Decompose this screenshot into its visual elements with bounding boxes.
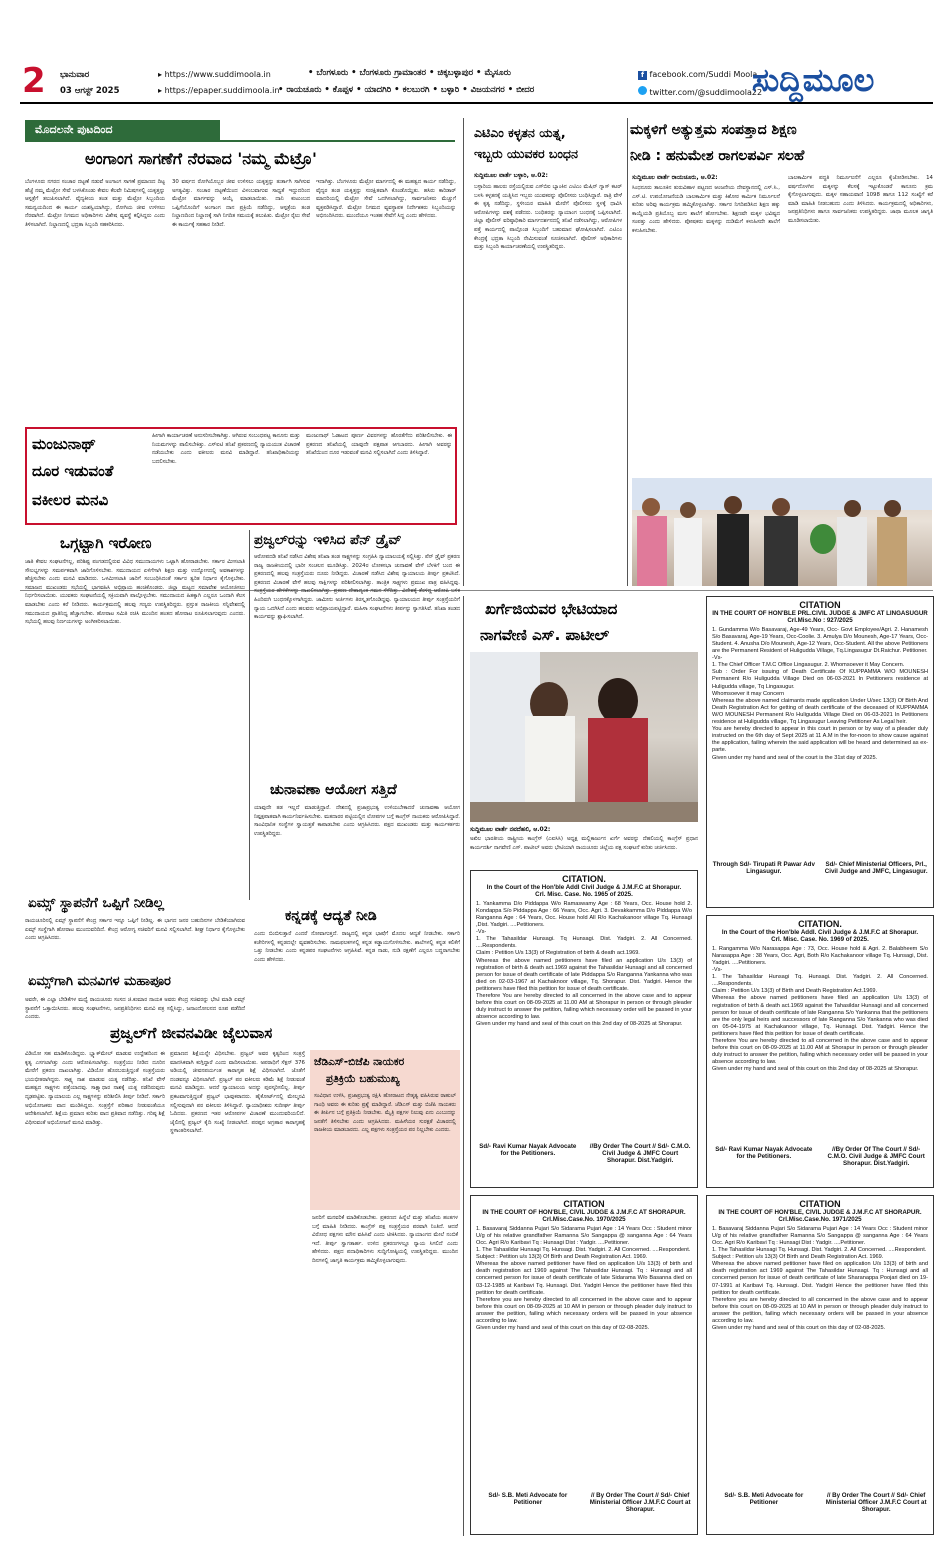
column-divider [463, 118, 464, 586]
citation-sign-right: // By Order The Court // Sd/- Chief Ministerial Officer J.M.F.C Court at Shorapur. [589, 1491, 691, 1514]
kannada-body: ಎಂದು ಬಿಂಬಿಸುತ್ತಾರೆ ಎಂದರೆ ನೋವಾಗುತ್ತದೆ. ರಾಜ್ಯದಲ್ಲಿ ಕನ್ನಡ ಭಾಷೆಗೆ ಮೊದಲ ಆದ್ಯತೆ ನೀಡಬೇಕು. ಸರ್ಕಾರಿ ಕಚೇರಿಗಳಲ್ಲಿ ಕನ್ನಡದಲ್ಲೇ ವ್ಯವಹರಿಸಬೇಕು. ನಾಮಫಲಕಗಳಲ್ಲಿ ಕನ್ನಡ ಕಡ್ಡಾಯಗೊಳಿಸಬೇಕು. ಶಾಲೆಗಳಲ್ಲಿ ಕನ್ನಡ ಕಲಿಕೆಗೆ ಒತ್ತು ನೀಡಬೇಕು ಎಂದು ಕನ್ನಡಪರ ಸಂಘಟನೆಗಳು ಆಗ್ರಹಿಸಿವೆ. ಕನ್ನಡ ನಾಡು, ನುಡಿ ರಕ್ಷಣೆಗೆ ಎಲ್ಲರೂ ಬದ್ಧರಾಗಬೇಕು ಎಂದು ಹೇಳಿದರು. [254, 931, 460, 963]
manjunath-headline-1: ಮಂಜುನಾಥ್ [32, 435, 96, 453]
website-link-row [158, 70, 271, 79]
citation-title: CITATION [563, 1199, 605, 1209]
jds-headline-1: ಜೆಡಿಎಸ್-ಬಿಜೆಪಿ ನಾಯಕರ [314, 1056, 405, 1068]
education-event-photo [632, 478, 932, 586]
twitter-link[interactable]: twitter.com/@suddimoola22 [649, 88, 763, 97]
atm-byline: ಸುದ್ದಿಮೂಲ ವಾರ್ತೆ ಬಳ್ಳಾರಿ, ಆ.02: [474, 172, 548, 179]
citation-sign-left: Sd/- Ravi Kumar Nayak Advocate for the Petitioners. [715, 1145, 813, 1161]
manjunath-headline-2: ದೂರ ಇಡುವಂತೆ [32, 462, 114, 480]
ottaggi-headline: ಒಗ್ಗಟ್ಟಾಗಿ ಇರೋಣ [60, 534, 152, 552]
education-column-1: ಸಿಂಧನೂರು ತಾಲೂಕಿನ ತುರುವಿಹಾಳ ಪಟ್ಟಣದ ಆಂಜನೇಯ ದೇವಸ್ಥಾನದಲ್ಲಿ ಎಸ್.ಸಿ., ಎಸ್.ಟಿ. ಉಪಯೋಜನೆಯಡಿ ಬಾಲಕಾರ್ಮಿಕ ಮತ್ತು ಕಿಶೋರ ಕಾರ್ಮಿಕ ನಿರ್ಮೂಲನೆ ಕುರಿತು ಅರಿವು ಕಾರ್ಯಕ್ರಮ ಹಮ್ಮಿಕೊಳ್ಳಲಾಗಿತ್ತು. ಸರ್ಕಾರ ನಿಗದಿಪಡಿಸಿದ ಶಿಕ್ಷಣ ಹಕ್ಕು ಕಾಯ್ದೆಯಡಿ ಪ್ರತಿಯೊಬ್ಬ ಮಗು ಶಾಲೆಗೆ ಹೋಗಬೇಕು. ಶಿಕ್ಷಣವೇ ಮಕ್ಕಳ ಭವಿಷ್ಯದ ಸಂಪತ್ತು ಎಂದು ಹೇಳಿದರು. ಪೋಷಕರು ಮಕ್ಕಳನ್ನು ದುಡಿಮೆಗೆ ಕಳುಹಿಸದೇ ಶಾಲೆಗೆ ಕಳುಹಿಸಬೇಕು. [632, 185, 780, 234]
citation-sign-right: //By Order The Court // Sd/- C.M.O. Civil Judge & JMFC Court Shorapur. Dist.Yadgiri. [589, 1142, 691, 1165]
citation-case-number: Crl.Misc.Case.No. 1971/2025 [778, 1216, 862, 1224]
epaper-link[interactable]: https://epaper.suddimoola.in [164, 86, 280, 95]
city-label: ಮೈಸೂರು [484, 68, 511, 78]
citation-title: CITATION [799, 1199, 841, 1209]
citation-title: CITATION. [562, 874, 606, 884]
prajwal-column-2: ಪ್ರಮಾಣದ ಶಿಕ್ಷೆಯನ್ನೇ ವಿಧಿಸಬೇಕು. ಪ್ರಜ್ವಲ್ ಅವರ ಕೃತ್ಯದಿಂದ ಸಂತ್ರಸ್ತೆ ಮಾನಸಿಕವಾಗಿ ಕುಗ್ಗಿದ್ದಾರೆ ಎಂದು ವಾದಿಸಲಾಯಿತು. ಅಪರಾಧಿಗೆ ಸೆಕ್ಷನ್ 376 ಅಡಿಯಲ್ಲಿ ಜೀವನಪರ್ಯಂತ ಕಾರಾಗೃಹ ಶಿಕ್ಷೆ ವಿಧಿಸಲಾಗಿದೆ. ಜೊತೆಗೆ ದಂಡವನ್ನೂ ವಿಧಿಸಲಾಗಿದೆ. ಪ್ರಜ್ವಲ್ ಪರ ವಕೀಲರು ಕಡಿಮೆ ಶಿಕ್ಷೆ ನೀಡುವಂತೆ ಮನವಿ ಮಾಡಿದ್ದರು. ಆದರೆ ನ್ಯಾಯಾಲಯ ಅದನ್ನು ಪುರಸ್ಕರಿಸಲಿಲ್ಲ. ತೀರ್ಪು ಪ್ರಕಟವಾಗುತ್ತಿದ್ದಂತೆ ಪ್ರಜ್ವಲ್ ಭಾವುಕರಾದರು. ಹೈಕೋರ್ಟ್‌ನಲ್ಲಿ ಮೇಲ್ಮನವಿ ಸಲ್ಲಿಸುವುದಾಗಿ ಪರ ವಕೀಲರು ತಿಳಿಸಿದ್ದಾರೆ. ನ್ಯಾಯಾಧೀಶರು ಸುದೀರ್ಘ ತೀರ್ಪು ಓದಿದರು. ಪ್ರಕರಣದ ಇತರ ಆರೋಪಗಳ ವಿಚಾರಣೆ ಮುಂದುವರಿಯಲಿದೆ. ಜೈಲಿನಲ್ಲಿ ಪ್ರಜ್ವಲ್ ಕೈದಿ ಸಂಖ್ಯೆ ನೀಡಲಾಗಿದೆ. ಪರಪ್ಪನ ಅಗ್ರಹಾರ ಕಾರಾಗೃಹಕ್ಕೆ ಸ್ಥಳಾಂತರಿಸಲಾಗಿದೆ. [170, 1051, 305, 1135]
election-body: ಯಾವುದೇ ತಡ ಇಲ್ಲದೆ ಮಾಡುತ್ತಿದ್ದಾರೆ. ದೇಶದಲ್ಲಿ ಪ್ರಜಾಪ್ರಭುತ್ವ ಉಳಿಯಬೇಕಾದರೆ ಚುನಾವಣಾ ಆಯೋಗ ನಿಷ್ಪಕ್ಷಪಾತವಾಗಿ ಕಾರ್ಯನಿರ್ವಹಿಸಬೇಕು. ಮತದಾರರ ಪಟ್ಟಿಯಲ್ಲಿನ ಲೋಪಗಳ ಬಗ್ಗೆ ಕಾಂಗ್ರೆಸ್ ನಾಯಕರು ಆರೋಪಿಸಿದ್ದಾರೆ. ಸಾಂವಿಧಾನಿಕ ಸಂಸ್ಥೆಗಳ ಸ್ವಾಯತ್ತತೆ ಕಾಪಾಡಬೇಕು ಎಂದು ಆಗ್ರಹಿಸಿದರು. ಪಕ್ಷದ ಮುಖಂಡರು ಮತ್ತು ಕಾರ್ಯಕರ್ತರು ಉಪಸ್ಥಿತರಿದ್ದರು. [254, 805, 460, 837]
citation-court: In the Court of the Hon'ble Addl Civil Judge & J.M.F.C at Shorapur. [486, 884, 682, 891]
pendrive-body: ಆರೋಪದಡಿ ತನಿಖೆ ನಡೆಸಿದ ವಿಶೇಷ ತನಿಖಾ ತಂಡ ಸಾಕ್ಷ್ಯಗಳನ್ನು ಸಂಗ್ರಹಿಸಿ ನ್ಯಾಯಾಲಯಕ್ಕೆ ಸಲ್ಲಿಸಿತ್ತು. ಪೆನ್ ಡ್ರೈವ್ ಪ್ರಕರಣ ರಾಜ್ಯ ರಾಜಕೀಯದಲ್ಲಿ ಭಾರೀ ಸಂಚಲನ ಮೂಡಿಸಿತ್ತು. 2024ರ ಲೋಕಸಭಾ ಚುನಾವಣೆ ವೇಳೆ ಬೆಳಕಿಗೆ ಬಂದ ಈ ಪ್ರಕರಣದಲ್ಲಿ ಹಲವು ಸಂತ್ರಸ್ತೆಯರು ದೂರು ನೀಡಿದ್ದರು. ವಿಚಾರಣೆ ನಡೆಸಿದ ವಿಶೇಷ ನ್ಯಾಯಾಲಯ ತೀರ್ಪು ಪ್ರಕಟಿಸಿದೆ. ಪ್ರಕರಣದ ವಿಚಾರಣೆ ವೇಳೆ ಹಲವು ಸಾಕ್ಷಿಗಳನ್ನು ಪರಿಶೀಲಿಸಲಾಗಿತ್ತು. ತಾಂತ್ರಿಕ ಸಾಕ್ಷ್ಯಗಳು ಪ್ರಮುಖ ಪಾತ್ರ ವಹಿಸಿದ್ದವು. ಸಂತ್ರಸ್ತೆಯರ ಹೇಳಿಕೆಗಳನ್ನು ದಾಖಲಿಸಲಾಗಿತ್ತು. ಪ್ರಕರಣ ದೇಶಾದ್ಯಂತ ಗಮನ ಸೆಳೆದಿತ್ತು. ವಿದೇಶಕ್ಕೆ ತೆರಳಿದ್ದ ಆರೋಪಿ ಬಳಿಕ ಹಿಂದಿರುಗಿ ಬಂಧನಕ್ಕೊಳಗಾಗಿದ್ದರು. ಜಾಮೀನು ಅರ್ಜಿಗಳು ತಿರಸ್ಕೃತಗೊಂಡಿದ್ದವು. ನ್ಯಾಯಾಲಯದ ತೀರ್ಪು ಸಂತ್ರಸ್ತೆಯರಿಗೆ ನ್ಯಾಯ ಒದಗಿಸಿದೆ ಎಂದು ಹಲವರು ಅಭಿಪ್ರಾಯಪಟ್ಟಿದ್ದಾರೆ. ಮಹಿಳಾ ಸಂಘಟನೆಗಳು ತೀರ್ಪನ್ನು ಸ್ವಾಗತಿಸಿವೆ. ತನಿಖಾ ತಂಡದ ಕಾರ್ಯವನ್ನು ಶ್ಲಾಘಿಸಲಾಗಿದೆ. [254, 554, 460, 621]
cities-row-2: • ರಾಯಚೂರು • ಕೊಪ್ಪಳ • ಯಾದಗಿರಿ • ಕಲಬುರಗಿ • ಬಳ್ಳಾರಿ • ವಿಜಯನಗರ • ಬೀದರ [278, 85, 535, 95]
citation-court: IN THE COURT OF HON'BLE PRL.CIVIL JUDGE & JMFC AT LINGASUGUR [712, 610, 928, 617]
kharge-headline-2: ನಾಗವೇಣಿ ಎಸ್. ಪಾಟೀಲ್ [480, 626, 610, 644]
edition-date: 03 ಆಗಸ್ಟ್ 2025 [60, 86, 120, 96]
globe-icon: ▸ [158, 86, 165, 95]
manjunath-headline-3: ವಕೀಲರ ಮನವಿ [32, 491, 109, 509]
citation-notice [470, 870, 698, 1188]
citation-notice [706, 915, 934, 1188]
facebook-row [638, 70, 757, 80]
ems-body: ರಾಯಚೂರಿನಲ್ಲಿ ಏಮ್ಸ್ ಸ್ಥಾಪನೆಗೆ ಕೇಂದ್ರ ಸರ್ಕಾರ ಇನ್ನೂ ಒಪ್ಪಿಗೆ ನೀಡಿಲ್ಲ. ಈ ಭಾಗದ ಜನರ ಬಹುದಿನಗಳ ಬೇಡಿಕೆಯಾಗಿರುವ ಏಮ್ಸ್ ಸಂಸ್ಥೆಗಾಗಿ ಹೋರಾಟ ಮುಂದುವರಿದಿದೆ. ಕೇಂದ್ರ ಆರೋಗ್ಯ ಸಚಿವರಿಗೆ ಮನವಿ ಸಲ್ಲಿಸಲಾಗಿದೆ. ಶೀಘ್ರ ನಿರ್ಧಾರ ಕೈಗೊಳ್ಳಬೇಕು ಎಂದು ಆಗ್ರಹಿಸಿದರು. [25, 918, 245, 942]
facebook-icon: f [638, 71, 647, 80]
prajwal-column-1: ವಿಡಿಯೋ ಸಹ ಮಾಡಿಕೊಂಡಿದ್ದರು. ಬ್ಲ್ಯಾಕ್‌ಮೇಲ್ ಮಾಡುವ ಉದ್ದೇಶದಿಂದ ಈ ಕೃತ್ಯ ಎಸಗಲಾಗಿತ್ತು ಎಂದು ಆರೋಪಿಸಲಾಗಿತ್ತು. ಸಂತ್ರಸ್ತೆಯು ನೀಡಿದ ದೂರಿನ ಮೇರೆಗೆ ಪ್ರಕರಣ ದಾಖಲಾಗಿತ್ತು. ವಿಡಿಯೋ ಹೊರಬರುತ್ತಿದ್ದಂತೆ ಸಂತ್ರಸ್ತೆಯರು ಭಯಭೀತರಾಗಿದ್ದರು. ಸಾಕ್ಷ್ಯ ನಾಶ ಮಾಡುವ ಯತ್ನ ನಡೆದಿತ್ತು. ತನಿಖೆ ವೇಳೆ ಮಹತ್ವದ ಸಾಕ್ಷ್ಯಗಳು ಪತ್ತೆಯಾದವು. ಸಾಕ್ಷ್ಯಾಧಾರ ನಾಶಕ್ಕೆ ಯತ್ನ ನಡೆದಿರುವುದು ದೃಢಪಟ್ಟಿತು. ನ್ಯಾಯಾಲಯ ಎಲ್ಲ ಸಾಕ್ಷ್ಯಗಳನ್ನು ಪರಿಶೀಲಿಸಿ ತೀರ್ಪು ನೀಡಿದೆ. ಸರ್ಕಾರಿ ಅಭಿಯೋಜಕರು ವಾದ ಮಂಡಿಸಿದ್ದರು. ಸಂತ್ರಸ್ತೆಗೆ ಪರಿಹಾರ ನೀಡುವಂತೆಯೂ ಆದೇಶಿಸಲಾಗಿದೆ. ಶಿಕ್ಷೆಯ ಪ್ರಮಾಣ ಕುರಿತು ವಾದ ಪ್ರತಿವಾದ ನಡೆದಿತ್ತು. ಗರಿಷ್ಠ ಶಿಕ್ಷೆ ವಿಧಿಸುವಂತೆ ಅಭಿಯೋಜನೆ ಮನವಿ ಮಾಡಿತ್ತು. [25, 1051, 165, 1126]
kicker-underline [25, 140, 455, 142]
pendrive-headline: ಪ್ರಜ್ವಲ್‌ರನ್ನು ಇಳಿಸಿದ ಪೆನ್ ಡ್ರೈವ್ [254, 532, 402, 548]
citation-sign-right: // By Order The Court // Sd/- Chief Ministerial Officer J.M.F.C Court at Shorapur. [825, 1491, 927, 1514]
city-label: ಯಾದಗಿರಿ [364, 85, 392, 95]
education-column-2: ಬಾಲಕಾರ್ಮಿಕ ಪದ್ಧತಿ ನಿರ್ಮೂಲನೆಗೆ ಎಲ್ಲರೂ ಕೈಜೋಡಿಸಬೇಕು. 14 ವರ್ಷದೊಳಗಿನ ಮಕ್ಕಳನ್ನು ಕೆಲಸಕ್ಕೆ ಇಟ್ಟುಕೊಂಡರೆ ಕಾನೂನು ಕ್ರಮ ಕೈಗೊಳ್ಳಲಾಗುವುದು. ಮಕ್ಕಳ ಸಹಾಯವಾಣಿ 1098 ಹಾಗೂ 112 ಸಂಖ್ಯೆಗೆ ಕರೆ ಮಾಡಿ ಮಾಹಿತಿ ನೀಡಬಹುದು ಎಂದು ತಿಳಿಸಿದರು. ಕಾರ್ಯಕ್ರಮದಲ್ಲಿ ಅಧಿಕಾರಿಗಳು, ಜನಪ್ರತಿನಿಧಿಗಳು ಹಾಗೂ ಸಾರ್ವಜನಿಕರು ಉಪಸ್ಥಿತರಿದ್ದರು. ಜಾಥಾ ಮೂಲಕ ಜಾಗೃತಿ ಮೂಡಿಸಲಾಯಿತು. [788, 175, 933, 224]
atm-headline-2: ಇಬ್ಬರು ಯುವಕರ ಬಂಧನ [474, 146, 578, 161]
mahapur-headline: ಏಮ್ಸ್‌ಗಾಗಿ ಮನವಿಗಳ ಮಹಾಪೂರ [28, 974, 171, 989]
jds-column-2: ಜನರಿಗೆ ಮನವರಿಕೆ ಮಾಡಿಕೊಡಬೇಕು. ಪ್ರಕರಣದ ಹಿನ್ನೆಲೆ ಮತ್ತು ತನಿಖೆಯ ಹಂತಗಳ ಬಗ್ಗೆ ಮಾಹಿತಿ ನೀಡಿದರು. ಕಾಂಗ್ರೆಸ್ ಪಕ್ಷ ಸಂತ್ರಸ್ತೆಯರ ಪರವಾಗಿ ನಿಂತಿದೆ. ಆದರೆ ವಿರೋಧ ಪಕ್ಷಗಳು ಮೌನ ವಹಿಸಿವೆ ಎಂದು ಟೀಕಿಸಿದರು. ನ್ಯಾಯಾಂಗದ ಮೇಲೆ ನಂಬಿಕೆ ಇದೆ. ತೀರ್ಪು ಸ್ವಾಗತಾರ್ಹ. ಉಳಿದ ಪ್ರಕರಣಗಳಲ್ಲೂ ನ್ಯಾಯ ಸಿಗಲಿದೆ ಎಂದು ಹೇಳಿದರು. ಪಕ್ಷದ ಪದಾಧಿಕಾರಿಗಳು ಸುದ್ದಿಗೋಷ್ಠಿಯಲ್ಲಿ ಉಪಸ್ಥಿತರಿದ್ದರು. ಮುಂದಿನ ದಿನಗಳಲ್ಲಿ ಜಾಗೃತಿ ಕಾರ್ಯಕ್ರಮ ಹಮ್ಮಿಕೊಳ್ಳಲಾಗುವುದು. [312, 1215, 458, 1264]
column-divider [627, 118, 628, 586]
logo: ಸುದ್ದಿಮೂಲ [752, 61, 875, 99]
globe-icon: ▸ [158, 70, 165, 79]
election-headline: ಚುನಾವಣಾ ಆಯೋಗ ಸತ್ತಿದೆ [270, 782, 397, 798]
education-headline-2: ನೀಡಿ : ಹನುಮೇಶ ರಾಗಲಪರ್ವಿ ಸಲಹೆ [630, 148, 805, 164]
city-label: ರಾಯಚೂರು [286, 85, 322, 95]
facebook-link[interactable]: facebook.com/Suddi Moola [649, 70, 758, 79]
citation-body: 1. Basavaraj Siddanna Pujari S/o Sidarama Pujari Age : 14 Years Occ : Student minor U/g of his relative grandfather Ramanna S/o Sangappa @ sanganna Age : 64 Years Occ. Agri R/o Karibavi Tq : Hunsagi Dist : Yadgir. ....Petitioner. 1. The Tahasildar Hunsagi Tq. Hunsagi. Dist. Yadgiri. 2. All Concerned. ....Respondent. Subject : Petition u/s 13(3) Of Birth and Death Registration Act. 1969. Whereas the above named petitioner have filed on application U/s 13(3) of birth and death registration act 1969 against The Tahasildar Hunsagi. Tq : Hunsagi and all concerned person for issue of death certificate of late Sharanappa Poojari died on 19-07-1991 at Karibavi Tq. Hunsagi. Dist. Yadgiri Hence the petitioner have filed this petition for death certificate. Therefore you are hereby directed to all concerned in the above case and to appear before this court on 08-09-2025 at 10 AM in person or through pleader duly instruct to answer the petition, failing which necessary orders will be passed in your absence according to law. Given under my hand and seal of this court on this day of 02-08-2025. [712, 1225, 928, 1332]
citation-body: 1. Yankamma D/o Piddappa W/o Ramaswamy Age : 68 Years, Occ. House hold 2. Kondappa S/o Piddappa Age : 66 Years, Occ. Agri. 3. Devakkamma D/o Piddappa W/o Ranganna Age : 64 Years, Occ. House hold All R/o Kachakanoor village Tq. Hunsagi ,Dist. Yadgiri. ....Petitioners. -Vs- 1. The Tahasildar Hunsagi. Tq Hunsagi. Dist. Yadgiri. 2. All Concerned. ....Respondents. Claim : Petition U/s 13(3) of Registration of birth & death act.1969. Whereas the above named petitioners have filed an application U/s 13(3) of registration of birth & death act.1969 against the Tahasildar Hunsagi and all concerned person for issue of death certificate of late Piddappa S/o Ranganna Yankanna who was died on 02-03-1967 at Kachaknoor village, Tq. Shorapur. Dist. Yadgiri. Hence the petitioners have filed this petition for issue of death certificate. Therefore You are hereby directed to all concerned in the above case and to appear before this court on 08-09-2025 at 11.00 AM at Shorapur in person or through pleader duly instruct to answer the petition, failing which necessary order will be passed in your absence according to law. Given under my hand and seal of this court on this 2nd day of 08-2025 at Shorapur. [476, 900, 692, 1028]
citation-case-number: Crl. Misc. Case. No. 1969 of 2025. [771, 936, 869, 944]
citation-notice [706, 596, 934, 908]
metro-column-3: ಇದಾಗಿತ್ತು. ಬೆಂಗಳೂರು ಮೆಟ್ರೋ ಮಾರ್ಗದಲ್ಲಿ ಈ ಮಹತ್ವದ ಕಾರ್ಯ ನಡೆದಿದ್ದು, ವೈದ್ಯರ ತಂಡ ಯಕೃತ್ತನ್ನು ಸುರಕ್ಷಿತವಾಗಿ ಕೊಂಡೊಯ್ದಿತು. ಹಸಿರು ಕಾರಿಡಾರ್ ಮಾದರಿಯಲ್ಲಿ ಮೆಟ್ರೋ ಸೇವೆ ಒದಗಿಸಲಾಗಿದ್ದು, ಸಾರ್ವಜನಿಕರು ಮೆಚ್ಚುಗೆ ವ್ಯಕ್ತಪಡಿಸಿದ್ದಾರೆ. ಮೆಟ್ರೋ ನಿಗಮದ ವ್ಯವಸ್ಥಾಪಕ ನಿರ್ದೇಶಕರು ಸಿಬ್ಬಂದಿಯನ್ನು ಅಭಿನಂದಿಸಿದರು. ಮುಂದೆಯೂ ಇಂತಹ ಸೇವೆಗೆ ಸಿದ್ಧ ಎಂದು ಹೇಳಿದರು. [316, 179, 456, 220]
citation-case-number: Crl.Misc.Case.No. 1970/2025 [542, 1216, 626, 1224]
masthead [0, 0, 945, 108]
manjunath-column-1: ಹೀಗಾಗಿ ಕಾರ್ಯಾಚರಣೆ ಅನುಸರಿಸಬೇಕಾಗಿತ್ತು. ಆಗಿರುವ ಸಂಬಂಧಪಟ್ಟ ಕಾನೂನು ಮತ್ತು ನಿಯಮಗಳನ್ನು ಪಾಲಿಸಬೇಕಿತ್ತು. ಎಸ್‌ಐಟಿ ತನಿಖೆ ಪ್ರಕರಣದಲ್ಲಿ ನ್ಯಾಯಯುತ ವಿಚಾರಣೆ ನಡೆಯಬೇಕು ಎಂದು ವಕೀಲರು ಮನವಿ ಮಾಡಿದ್ದಾರೆ. ತನಿಖಾಧಿಕಾರಿಯನ್ನು ಬದಲಿಸಬೇಕು. [152, 433, 300, 465]
metro-column-2: 30 ವರ್ಷದ ರೋಗಿಯೊಬ್ಬರ ಜೀವ ಉಳಿಸಲು ಯಕೃತ್ತನ್ನು ತುರ್ತಾಗಿ ಸಾಗಿಸುವ ಅಗತ್ಯವಿತ್ತು. ಸಂಚಾರ ದಟ್ಟಣೆಯಿಂದ ವಿಳಂಬವಾಗುವ ಸಾಧ್ಯತೆ ಇದ್ದುದರಿಂದ ಮೆಟ್ರೋ ಮಾರ್ಗವನ್ನು ಆಯ್ಕೆ ಮಾಡಲಾಯಿತು. ದಾನಿ ಕುಟುಂಬದ ಒಪ್ಪಿಗೆಯೊಂದಿಗೆ ಅಂಗಾಂಗ ದಾನ ಪ್ರಕ್ರಿಯೆ ನಡೆದಿದ್ದು, ಆಸ್ಪತ್ರೆಯ ತಂಡ ನಿಲ್ದಾಣದಿಂದ ನಿಲ್ದಾಣಕ್ಕೆ ಸಾಗಿ ನಿಗದಿತ ಸಮಯಕ್ಕೆ ತಲುಪಿತು. ಮೆಟ್ರೋ ರೈಲು ಸೇವೆ ಈ ಕಾರ್ಯಕ್ಕೆ ಸಹಕಾರ ನೀಡಿದೆ. [172, 179, 310, 228]
mahapur-body: ಅವರೇ, ಈ ಎಲ್ಲಾ ಬೇಡಿಕೆಗಳ ಮಧ್ಯೆ ರಾಯಚೂರು ಸಂಸದ ಜಿ.ಕುಮಾರ ನಾಯಕ ಅವರು ಕೇಂದ್ರ ಸಚಿವರನ್ನು ಭೇಟಿ ಮಾಡಿ ಏಮ್ಸ್ ಸ್ಥಾಪನೆಗೆ ಒತ್ತಾಯಿಸಿದರು. ಹಲವು ಸಂಘಟನೆಗಳು, ಜನಪ್ರತಿನಿಧಿಗಳು ಮನವಿ ಪತ್ರ ಸಲ್ಲಿಸಿದ್ದು, ಜನಾಂದೋಲನದ ರೂಪ ಪಡೆದಿದೆ ಎಂದರು. [25, 997, 245, 1021]
citation-sign-left: Sd/- Ravi Kumar Nayak Advocate for the Petitioners. [479, 1142, 577, 1158]
kannada-headline: ಕನ್ನಡಕ್ಕೆ ಆದ್ಯತೆ ನೀಡಿ [285, 908, 377, 924]
education-byline: ಸುದ್ದಿಮೂಲ ವಾರ್ತೆ ರಾಯಚೂರು, ಆ.02: [632, 174, 718, 181]
citation-sign-left: Sd/- S.B. Meti Advocate for Petitioner [724, 1491, 804, 1507]
cities-row-1: • ಬೆಂಗಳೂರು • ಬೆಂಗಳೂರು ಗ್ರಾಮಾಂತರ • ಚಿಕ್ಕಬಳ್ಳಾಪುರ • ಮೈಸೂರು [308, 68, 511, 78]
city-label: ಬೆಂಗಳೂರು ಗ್ರಾಮಾಂತರ [359, 68, 427, 78]
citation-sign-left: Sd/- S.B. Meti Advocate for Petitioner [488, 1491, 568, 1507]
city-label: ಬೆಂಗಳೂರು [316, 68, 349, 78]
ems-headline: ಏಮ್ಸ್ ಸ್ಥಾಪನೆಗೆ ಒಪ್ಪಿಗೆ ನೀಡಿಲ್ಲ [28, 895, 165, 911]
city-label: ಬಳ್ಳಾರಿ [440, 85, 460, 95]
citation-court: IN THE COURT OF HON'BLE, CIVIL JUDGE & J.M.F.C AT SHORAPUR. [718, 1209, 922, 1216]
ottaggi-body: ಜಾತಿ ಕೇವಲ ಸಂಘಟನೆಗಲ್ಲ, ಪರಿಶಿಷ್ಟ ಪಂಗಡದಲ್ಲಿರುವ ವಿವಿಧ ಸಮುದಾಯಗಳು ಒಟ್ಟಾಗಿ ಹೋರಾಡಬೇಕು. ಸರ್ಕಾರ ಮೀಸಲಾತಿ ಸೌಲಭ್ಯಗಳನ್ನು ಸಮರ್ಪಕವಾಗಿ ಜಾರಿಗೊಳಿಸಬೇಕು. ಸಮುದಾಯದ ಏಳಿಗೆಗಾಗಿ ಶಿಕ್ಷಣ ಮತ್ತು ಉದ್ಯೋಗದಲ್ಲಿ ಅವಕಾಶಗಳನ್ನು ಹೆಚ್ಚಿಸಬೇಕು ಎಂದು ಮನವಿ ಮಾಡಿದರು. ಒಳಮೀಸಲಾತಿ ಜಾರಿಗೆ ಸಂಬಂಧಿಸಿದಂತೆ ಸರ್ಕಾರ ತ್ವರಿತ ನಿರ್ಧಾರ ಕೈಗೊಳ್ಳಬೇಕು. ಸಮಾಜದ ಮುಖಂಡರು ಸಭೆಯಲ್ಲಿ ಭಾಗವಹಿಸಿ ಅಭಿಪ್ರಾಯ ಹಂಚಿಕೊಂಡರು. ಜಿಲ್ಲಾ ಮಟ್ಟದ ಸಮಾವೇಶ ಆಯೋಜಿಸಲು ನಿರ್ಧರಿಸಲಾಯಿತು. ಯುವಕರು ಸಂಘಟನೆಯಲ್ಲಿ ಸಕ್ರಿಯವಾಗಿ ಪಾಲ್ಗೊಳ್ಳಬೇಕು. ಸಮುದಾಯದ ಹಿತಕ್ಕಾಗಿ ಎಲ್ಲರೂ ಒಂದಾಗಿ ಕೆಲಸ ಮಾಡಬೇಕು ಎಂದು ಕರೆ ನೀಡಿದರು. ಕಾರ್ಯಕ್ರಮದಲ್ಲಿ ಹಲವು ಗಣ್ಯರು ಉಪಸ್ಥಿತರಿದ್ದರು. ಪ್ರಸ್ತುತ ರಾಜಕೀಯ ಸನ್ನಿವೇಶದಲ್ಲಿ ಸಮುದಾಯದ ಪ್ರಾತಿನಿಧ್ಯ ಹೆಚ್ಚಾಗಬೇಕು. ಹೋರಾಟ ಸಮಿತಿ ರಚಿಸಿ ಮುಂದಿನ ಹಂತದ ಹೋರಾಟ ರೂಪಿಸಲಾಗುವುದು ಎಂದರು. ಸಭೆಯಲ್ಲಿ ಹಲವು ನಿರ್ಣಯಗಳನ್ನು ಅಂಗೀಕರಿಸಲಾಯಿತು. [25, 559, 245, 626]
prajwal-headline: ಪ್ರಜ್ವಲ್‌ಗೆ ಜೀವನವಿಡೀ ಜೈಲುವಾಸ [110, 1024, 273, 1042]
page-number: 2 [22, 61, 46, 101]
metro-headline: ಅಂಗಾಂಗ ಸಾಗಣೆಗೆ ನೆರವಾದ 'ನಮ್ಮ ಮೆಟ್ರೊ' [85, 149, 317, 168]
city-label: ಚಿಕ್ಕಬಳ್ಳಾಪುರ [437, 68, 474, 78]
kharge-byline: ಸುದ್ದಿಮೂಲ ವಾರ್ತೆ ನವದೆಹಲಿ, ಆ.02: [470, 826, 551, 833]
column-divider [249, 530, 250, 900]
twitter-icon [638, 86, 647, 95]
citation-body: 1. Basavaraj Siddanna Pujari S/o Sidarama Pujari Age : 14 Years Occ : Student minor U/g of his relative grandfather Ramanna S/o Sangappa @ sanganna Age : 64 Years Occ. Agri R/o Karibavi Tq : Hunsagi Dist : Yadgir. ....Petitioner. 1. The Tahasildar Hunsagi Tq. Hunsagi. Dist. Yadgiri. 2. All Concerned. ....Respondent. Subject : Petition u/s 13(3) Of Birth and Death Registration Act. 1969. Whereas the above named petitioner have filed on application U/s 13(3) of birth and death registration act 1969 against The Tahasildar Hunsagi. Tq : Hunsagi and all concerned person for issue of death certificate of late Sidarama W/o Basanna died on 03-12-1985 at Karibavi Tq. Hunsagi. Dist. Yadgiri Hence the petitioner have filed this petition for death certificate. Therefore you are hereby directed to all concerned in the above case and to appear before this court on 08-09-2025 at 10 AM in person or through pleader duly instruct to answer the petition, failing which necessary orders will be passed in your absence according to law. Given under my hand and seal of this court on this day of 02-08-2025. [476, 1225, 692, 1332]
citation-case-number: Crl. Misc. Case. No. 1965 of 2025. [535, 891, 633, 899]
citation-sign-right: Sd/- Chief Ministerial Officers, Prl., Civil Judge and JMFC, Lingasugur. [824, 860, 928, 876]
twitter-row [638, 86, 762, 97]
manjunath-column-2: ಮಂಜುನಾಥ್ ಓಡಾಟದ ಪೂರ್ಣ ವಿವರಗಳನ್ನು ಹೊರತೆಗೆದು ಪರಿಶೀಲಿಸಬೇಕು. ಈ ಪ್ರಕರಣದ ತನಿಖೆಯಲ್ಲಿ ಯಾವುದೇ ಪಕ್ಷಪಾತ ಆಗಬಾರದು. ಹೀಗಾಗಿ ಅವರನ್ನು ತನಿಖೆಯಿಂದ ದೂರ ಇಡುವಂತೆ ಮನವಿ ಸಲ್ಲಿಸಲಾಗಿದೆ ಎಂದು ತಿಳಿಸಿದ್ದಾರೆ. [306, 433, 452, 457]
citation-court: IN THE COURT OF HON'BLE, CIVIL JUDGE & J.M.F.C AT SHORAPUR. [482, 1209, 686, 1216]
jds-body: ಸಂವಿಧಾನ ಉಳಿಸಿ, ಪ್ರಜಾಪ್ರಭುತ್ವ ರಕ್ಷಿಸಿ ಹೋರಾಟದ ನೇತೃತ್ವ ವಹಿಸಿರುವ ರಾಹುಲ್ ಗಾಂಧಿ ಅವರು ಈ ಕುರಿತು ಪ್ರಶ್ನೆ ಮಾಡಿದ್ದಾರೆ. ಜೆಡಿಎಸ್ ಮತ್ತು ಬಿಜೆಪಿ ನಾಯಕರು ಈ ತೀರ್ಪಿನ ಬಗ್ಗೆ ಪ್ರತಿಕ್ರಿಯೆ ನೀಡಬೇಕು. ಮೈತ್ರಿ ಪಕ್ಷಗಳ ನಿಲುವು ಏನು ಎಂಬುದನ್ನು ಜನತೆಗೆ ತಿಳಿಸಬೇಕು ಎಂದು ಆಗ್ರಹಿಸಿದರು. ಮಹಿಳೆಯರ ಸುರಕ್ಷತೆ ವಿಚಾರದಲ್ಲಿ ರಾಜಕೀಯ ಮಾಡಬಾರದು. ಎಲ್ಲ ಪಕ್ಷಗಳು ಸಂತ್ರಸ್ತೆಯರ ಪರ ನಿಲ್ಲಬೇಕು ಎಂದರು. [314, 1093, 456, 1134]
city-label: ಕೊಪ್ಪಳ [332, 85, 354, 95]
citation-body: 1. Gundamma W/o Basavaraj, Age-49 Years, Occ- Govt Employee/Agri. 2. Hanamesh S/o Basavaraj, Age-19 Years, Occ-Coolie. 3. Amulya D/o Mounesh, Age-17 Years, Occ-Student. 4. Anusha D/o Mounesh, Age-12 Years, Occ-Student. All the above Petitioners are the Permanent Resident of Huligudda Village, Tq.Lingasugur Dt.Raichur. Petitioner. -Vs- 1. The Chief Officer T.M.C Office Lingasugur. 2. Whomsoever it May Concern. Sub : Order For issuing of Death Certificate Of KUPPAMMA W/O MOUNESH Permanent R/o Huligudda Village Died on 06-03-2021 In Petitioners residence at Huligudda village, Tq Lingasugur. Whomsoever it may Concern Whereas the above named claimants made application Under U/sec 13(3) Of Birth And Death Registration Act for getting of death certificate of the deceased of KUPPAMMA W/O MOUNESH Permanent R/o Huligudda Village Died on 06-03-2021 In Petitioners residence at Huligudda village, Tq Lingasugur Leaving Petitioner As Legal heir. You are hereby directed to appear in this court in person or by way of a pleader duly instructed on the 6th day of Sept 2025 at 11 A.M in the for-noon to show cause against the application, failing wherein the said application will be heard and determined as ex-parte. Given under my hand and seal of the court is the 31st day of 2025. [712, 626, 928, 761]
front-page-kicker: ಮೊದಲನೇ ಪುಟದಿಂದ [25, 120, 220, 140]
citation-sign-left: Through Sd/- Tirupati R Pawar Adv Lingasugur. [712, 860, 815, 876]
citation-body: 1. Rangamma W/o Narasappa Age : 73, Occ. House hold & Agri. 2. Balabheem S/o Narasappa Age : 38 Years, Occ. Agri, Both R/o Kachakanoor village Tq. Hunsagi, Dist. Yadgiri. ....Petitioners. -Vs- 1. The Tahasildar Hunsagi Tq. Hunsagi. Dist. Yadgiri. 2. All Concerned. ....Respondents. Claim : Petition U/s 13(3) of Birth and Death Registration Act.1969. Whereas the above named petitioners have filed an application U/s 13(3) of registration of birth & death act.1969 against the Tahasildar Hunsagi and all concerned person for issue of death certificate of late Ranganna S/o Yankanna that the petitioners are the only legal heirs and successors of late Ranganna S/o Yankanna who was died on 05-04-1975 at Kachakanoor village, Tq. Hunsagi. Dist. Yadgiri. Hence the petitioners have filed this petition for issue of death certificate. Therefore You are hereby directed to all concerned in the above case and to appear before this court on 08-09-2025 at 11.00 AM at Shorapur in person or through pleader duly instruct to answer the petition, failing which necessary order will be passed in your absence according to law. Given under my hand and seal of this court on this 2nd day of 08-2025 at Shorapur. [712, 945, 928, 1073]
atm-body: ಬಳ್ಳಾರಿಯ ಹಾಲರು ರಸ್ತೆಯಲ್ಲಿರುವ ಎಸ್‌ಬಿಐ ಬ್ಯಾಂಕಿನ ಎಟಿಎಂ ಮೆಷಿನ್ ಗ್ಯಾಸ್ ಕಟರ್ ಬಳಸಿ ಕಳ್ಳತನಕ್ಕೆ ಯತ್ನಿಸಿದ ಇಬ್ಬರು ಯುವಕರನ್ನು ಪೊಲೀಸರು ಬಂಧಿಸಿದ್ದಾರೆ. ರಾತ್ರಿ ವೇಳೆ ಈ ಕೃತ್ಯ ನಡೆದಿದ್ದು, ಸ್ಥಳೀಯರ ಮಾಹಿತಿ ಮೇರೆಗೆ ಪೊಲೀಸರು ಸ್ಥಳಕ್ಕೆ ಧಾವಿಸಿ ಆರೋಪಿಗಳನ್ನು ವಶಕ್ಕೆ ಪಡೆದರು. ಬಂಧಿತರನ್ನು ನ್ಯಾಯಾಂಗ ಬಂಧನಕ್ಕೆ ಒಪ್ಪಿಸಲಾಗಿದೆ. ಜಿಲ್ಲಾ ಪೊಲೀಸ್ ವರಿಷ್ಠಾಧಿಕಾರಿ ಮಾರ್ಗದರ್ಶನದಲ್ಲಿ ತನಿಖೆ ನಡೆಸಲಾಗಿದ್ದು, ಆರೋಪಿಗಳ ಪತ್ತೆ ಕಾರ್ಯದಲ್ಲಿ ಪಾಲ್ಗೊಂಡ ಸಿಬ್ಬಂದಿಗೆ ಬಹುಮಾನ ಘೋಷಿಸಲಾಗಿದೆ. ಎಟಿಎಂ ಕೇಂದ್ರಕ್ಕೆ ಭದ್ರತಾ ಸಿಬ್ಬಂದಿ ನೇಮಿಸುವಂತೆ ಸೂಚಿಸಲಾಗಿದೆ. ಪೊಲೀಸ್ ಅಧಿಕಾರಿಗಳು ಮತ್ತು ಸಿಬ್ಬಂದಿ ಕಾರ್ಯಾಚರಣೆಯಲ್ಲಿ ಉಪಸ್ಥಿತರಿದ್ದರು. [474, 184, 622, 251]
citation-title: CITATION [799, 600, 841, 610]
citation-notice [470, 1195, 698, 1535]
kharge-headline-1: ಖರ್ಗೆಜಿಯವರ ಭೇಟಿಯಾದ [485, 600, 618, 618]
kharge-body: ಅಖಿಲ ಭಾರತೀಯ ರಾಷ್ಟ್ರೀಯ ಕಾಂಗ್ರೆಸ್ (ಎಐಸಿಸಿ) ಅಧ್ಯಕ್ಷ ಮಲ್ಲಿಕಾರ್ಜುನ ಖರ್ಗೆ ಅವರನ್ನು ದೆಹಲಿಯಲ್ಲಿ ಕಾಂಗ್ರೆಸ್ ಪ್ರಧಾನ ಕಾರ್ಯದರ್ಶಿ ನಾಗವೇಣಿ ಎಸ್. ಪಾಟೀಲ್ ಅವರು ಭೇಟಿಯಾಗಿ ರಾಯಚೂರು ಜಿಲ್ಲೆಯ ಪಕ್ಷ ಸಂಘಟನೆ ಕುರಿತು ಚರ್ಚಿಸಿದರು. [470, 836, 698, 851]
edition-day: ಭಾನುವಾರ [60, 70, 90, 80]
citation-case-number: Crl.Misc.No : 927/2025 [787, 617, 853, 625]
metro-column-1: ಬೆಂಗಳೂರು ನಗರದ ಸಂಚಾರ ದಟ್ಟಣೆ ನಡುವೆ ಅಂಗಾಂಗ ಸಾಗಣೆ ಪ್ರಮಾಣದ ದಿಟ್ಟ ಹೆಜ್ಜೆ ನಮ್ಮ ಮೆಟ್ರೋ ಸೇವೆ ಬಳಸಿಕೊಂಡು ಕೇವಲ ಕೆಲವೇ ನಿಮಿಷಗಳಲ್ಲಿ ಯಕೃತ್ತನ್ನು ಆಸ್ಪತ್ರೆಗೆ ತಲುಪಿಸಲಾಗಿದೆ. ವೈದ್ಯಕೀಯ ತಂಡ ಮತ್ತು ಮೆಟ್ರೋ ಸಿಬ್ಬಂದಿಯ ಸಮನ್ವಯದಿಂದ ಈ ಕಾರ್ಯ ಯಶಸ್ವಿಯಾಗಿದ್ದು, ರೋಗಿಯ ಜೀವ ಉಳಿಸಲು ನೆರವಾಗಿದೆ. ಮೆಟ್ರೋ ನಿಗಮದ ಅಧಿಕಾರಿಗಳು ವಿಶೇಷ ವ್ಯವಸ್ಥೆ ಕಲ್ಪಿಸಿದ್ದರು ಎಂದು ತಿಳಿಸಲಾಗಿದೆ. ನಿಲ್ದಾಣದಲ್ಲಿ ಭದ್ರತಾ ಸಿಬ್ಬಂದಿ ಸಹಕರಿಸಿದರು. [25, 179, 165, 228]
jds-headline-2: ಪ್ರತಿಕ್ರಿಯೆ ಬಹುಮುಖ್ಯ [326, 1073, 400, 1085]
atm-headline-1: ಎಟಿಎಂ ಕಳ್ಳತನ ಯತ್ನ, [474, 125, 566, 140]
citation-notice [706, 1195, 934, 1535]
city-label: ಬೀದರ [516, 85, 535, 95]
citation-court: In the Court of the Hon'ble Addl. Civil Judge & J.M.F.C at Shorapur. [721, 929, 919, 936]
epaper-link-row [158, 86, 279, 95]
city-label: ಕಲಬುರಗಿ [402, 85, 430, 95]
kharge-meeting-photo [470, 652, 698, 822]
city-label: ವಿಜಯನಗರ [470, 85, 505, 95]
masthead-rule [20, 102, 933, 104]
column-divider [463, 596, 464, 1536]
education-headline-1: ಮಕ್ಕಳಿಗೆ ಅತ್ಯುತ್ತಮ ಸಂಪತ್ತಾದ ಶಿಕ್ಷಣ [630, 122, 797, 138]
website-link[interactable]: https://www.suddimoola.in [164, 70, 271, 79]
citation-title: CITATION. [798, 919, 842, 929]
citation-sign-right: //By Order Of The Court // Sd/- C.M.O. Civil Judge & JMFC Court Shorapur. Dist.Yadgiri. [827, 1145, 925, 1168]
